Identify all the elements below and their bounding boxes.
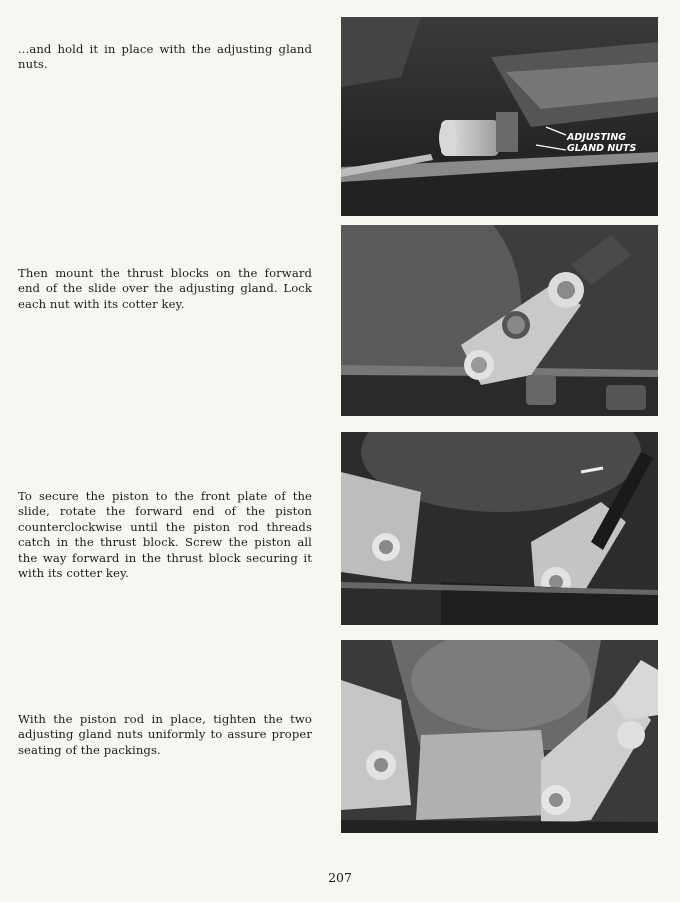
page-number: 207	[328, 870, 352, 885]
label-gland-nuts: GLAND NUTS	[567, 143, 637, 154]
photo-adjusting-gland-nuts	[341, 17, 658, 216]
caption-2: Then mount the thrust blocks on the forward end of the slide over the adjusting gland. Lock each nut with its cotter key.	[18, 266, 312, 311]
label-adjusting: ADJUSTING	[567, 132, 627, 143]
photo-tighten-gland-nuts	[341, 640, 658, 833]
photo-thrust-blocks	[341, 225, 658, 416]
caption-3: To secure the piston to the front plate of the slide, rotate the forward end of the piston counterclockwise until the piston rod threads catch in the thrust block. Screw the piston all the way forward in the thrust block securing it with its cotter key.	[18, 489, 312, 581]
caption-1: ...and hold it in place with the adjusting gland nuts.	[18, 42, 312, 72]
photo-securing-piston	[341, 432, 658, 625]
caption-4: With the piston rod in place, tighten the two adjusting gland nuts uniformly to assure proper seating of the packings.	[18, 712, 312, 757]
